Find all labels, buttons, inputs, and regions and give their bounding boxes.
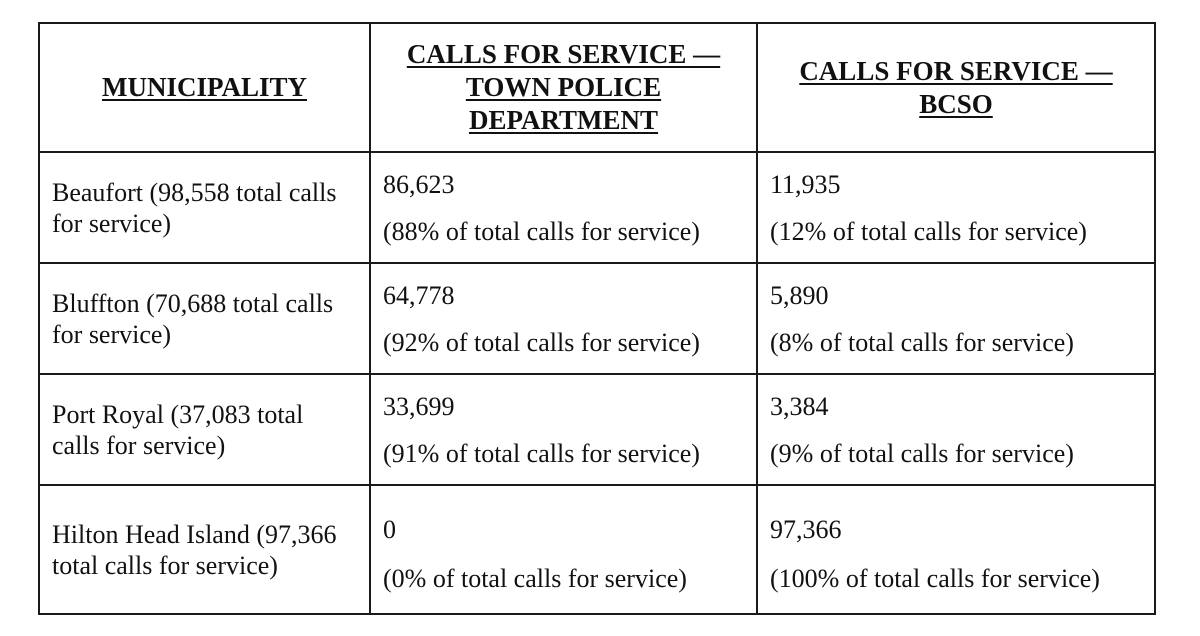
calls-for-service-table bbox=[38, 22, 1156, 615]
town-calls-count: 86,623 bbox=[383, 170, 455, 199]
header-municipality-line: MUNICIPALITY bbox=[101, 72, 307, 102]
municipality-cell: Beaufort (98,558 total calls for service) bbox=[39, 152, 370, 263]
town-calls-count: 33,699 bbox=[383, 392, 455, 421]
table-row bbox=[39, 263, 1155, 374]
town-calls-percent: (91% of total calls for service) bbox=[383, 439, 700, 468]
bcso-calls-percent: (9% of total calls for service) bbox=[770, 439, 1074, 468]
town-calls-percent: (0% of total calls for service) bbox=[383, 564, 687, 593]
bcso-calls-percent: (12% of total calls for service) bbox=[770, 217, 1087, 246]
town-calls-cell bbox=[370, 263, 757, 374]
town-calls-percent: (92% of total calls for service) bbox=[383, 328, 700, 357]
town-calls-percent: (88% of total calls for service) bbox=[383, 217, 700, 246]
bcso-calls-cell bbox=[757, 485, 1155, 614]
header-row bbox=[39, 23, 1155, 152]
header-bcso-line-2: BCSO bbox=[919, 88, 993, 119]
municipality-cell: Port Royal (37,083 total calls for service) bbox=[39, 374, 370, 485]
municipality-cell: Hilton Head Island (97,366 total calls for service) bbox=[39, 485, 370, 614]
header-bcso-line-1: CALLS FOR SERVICE — bbox=[799, 55, 1113, 86]
bcso-calls-cell bbox=[757, 263, 1155, 374]
table-row bbox=[39, 152, 1155, 263]
header-town-line-1: CALLS FOR SERVICE — bbox=[406, 39, 721, 69]
bcso-calls-count: 11,935 bbox=[770, 170, 841, 199]
header-town-line-2: TOWN POLICE bbox=[465, 72, 662, 102]
town-calls-count: 64,778 bbox=[383, 281, 455, 310]
header-bcso-calls bbox=[757, 23, 1155, 152]
bcso-calls-cell bbox=[757, 152, 1155, 263]
bcso-calls-percent: (8% of total calls for service) bbox=[770, 328, 1074, 357]
bcso-calls-count: 3,384 bbox=[770, 392, 829, 421]
municipality-cell: Bluffton (70,688 total calls for service) bbox=[39, 263, 370, 374]
header-town-police-calls bbox=[370, 23, 757, 152]
bcso-calls-cell bbox=[757, 374, 1155, 485]
town-calls-cell bbox=[370, 152, 757, 263]
header-town-line-3: DEPARTMENT bbox=[468, 105, 659, 135]
town-calls-cell bbox=[370, 374, 757, 485]
town-calls-count: 0 bbox=[383, 515, 396, 544]
bcso-calls-count: 97,366 bbox=[770, 515, 842, 544]
bcso-calls-count: 5,890 bbox=[770, 281, 829, 310]
table-row bbox=[39, 374, 1155, 485]
table-row bbox=[39, 485, 1155, 614]
bcso-calls-percent: (100% of total calls for service) bbox=[770, 564, 1100, 593]
header-municipality bbox=[39, 23, 370, 152]
town-calls-cell bbox=[370, 485, 757, 614]
